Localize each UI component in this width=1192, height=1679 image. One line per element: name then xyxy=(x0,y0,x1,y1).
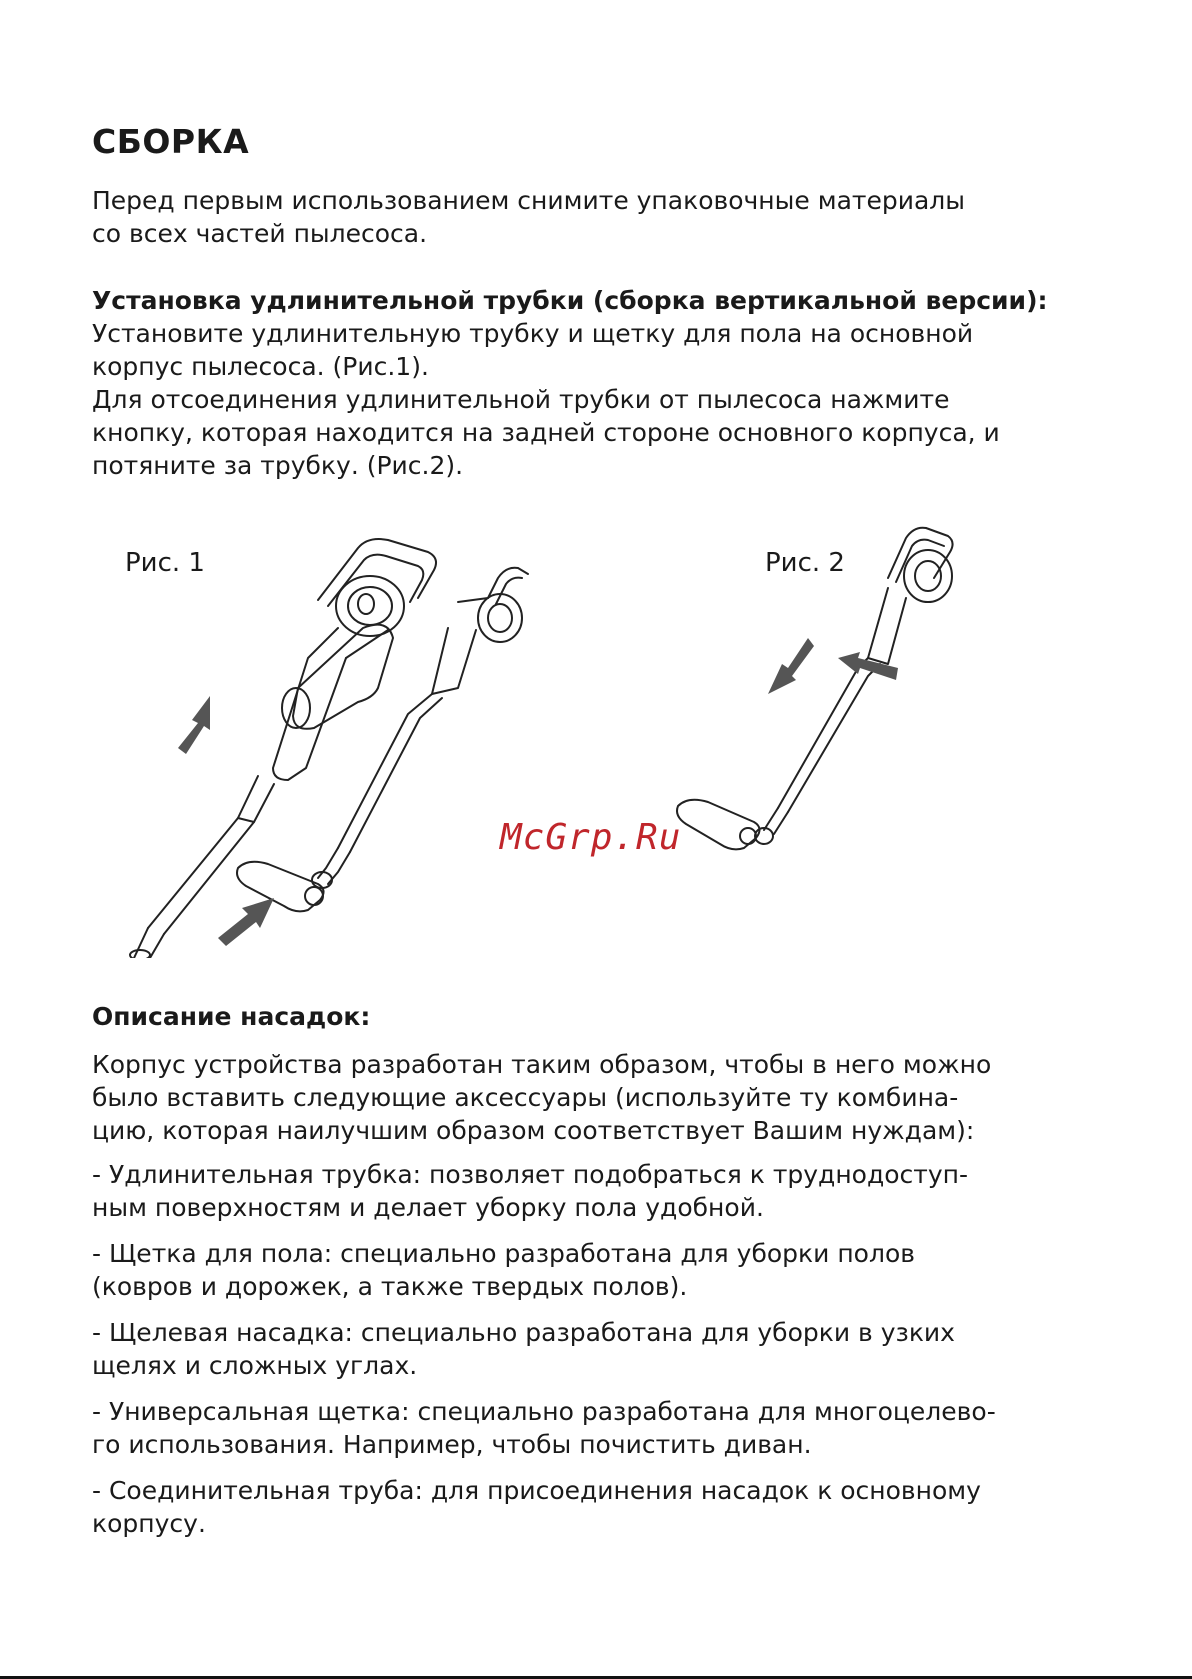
list-item xyxy=(92,1474,1112,1540)
list-item-line: го использования. Например, чтобы почистить диван. xyxy=(92,1430,812,1459)
description-heading: Описание насадок: xyxy=(92,1002,371,1031)
list-item-line: - Соединительная труба: для присоединения насадок к основному xyxy=(92,1476,981,1505)
list-item xyxy=(92,1237,1112,1303)
description-section xyxy=(92,1000,1112,1033)
install-heading: Установка удлинительной трубки (сборка вертикальной версии): xyxy=(92,286,1048,315)
install-line: Для отсоединения удлинительной трубки от пылесоса нажмите xyxy=(92,385,950,414)
intro-line: Перед первым использованием снимите упаковочные материалы xyxy=(92,186,965,215)
arrow-up-right-icon xyxy=(218,898,274,946)
install-line: кнопку, которая находится на задней стороне основного корпуса, и xyxy=(92,418,1000,447)
list-item-line: ным поверхностям и делает уборку пола удобной. xyxy=(92,1193,764,1222)
list-item xyxy=(92,1316,1112,1382)
description-line: было вставить следующие аксессуары (используйте ту комбина- xyxy=(92,1083,959,1112)
list-item-line: щелях и сложных углах. xyxy=(92,1351,418,1380)
list-item-line: корпусу. xyxy=(92,1509,206,1538)
intro-line: со всех частей пылесоса. xyxy=(92,219,428,248)
description-line: цию, которая наилучшим образом соответствует Вашим нуждам): xyxy=(92,1116,975,1145)
description-paragraph xyxy=(92,1048,1112,1147)
list-item xyxy=(92,1395,1112,1461)
list-item-line: - Универсальная щетка: специально разработана для многоцелево- xyxy=(92,1397,996,1426)
list-item-line: - Удлинительная трубка: позволяет подобраться к труднодоступ- xyxy=(92,1160,969,1189)
figure-1-label: Рис. 1 xyxy=(125,548,205,578)
arrow-icons xyxy=(178,638,898,946)
install-line: корпус пылесоса. (Рис.1). xyxy=(92,352,429,381)
install-line: потяните за трубку. (Рис.2). xyxy=(92,451,464,480)
arrow-up-icon xyxy=(178,696,210,754)
install-section xyxy=(92,284,1112,482)
watermark: McGrp.Ru xyxy=(500,817,682,858)
list-item-line: - Щелевая насадка: специально разработана для уборки в узких xyxy=(92,1318,955,1347)
figure-2-label: Рис. 2 xyxy=(765,548,845,578)
list-item xyxy=(92,1158,1112,1224)
arrow-down-left-icon xyxy=(768,638,814,694)
assembly-illustration xyxy=(88,518,1100,958)
description-line: Корпус устройства разработан таким образом, чтобы в него можно xyxy=(92,1050,992,1079)
install-line: Установите удлинительную трубку и щетку для пола на основной xyxy=(92,319,974,348)
fig1-vacuum-assembled xyxy=(237,568,528,912)
list-item-line: - Щетка для пола: специально разработана для уборки полов xyxy=(92,1239,915,1268)
intro-paragraph xyxy=(92,184,1112,250)
page-title: СБОРКА xyxy=(92,122,250,161)
accessory-list xyxy=(92,1158,1112,1553)
list-item-line: (ковров и дорожек, а также твердых полов). xyxy=(92,1272,688,1301)
